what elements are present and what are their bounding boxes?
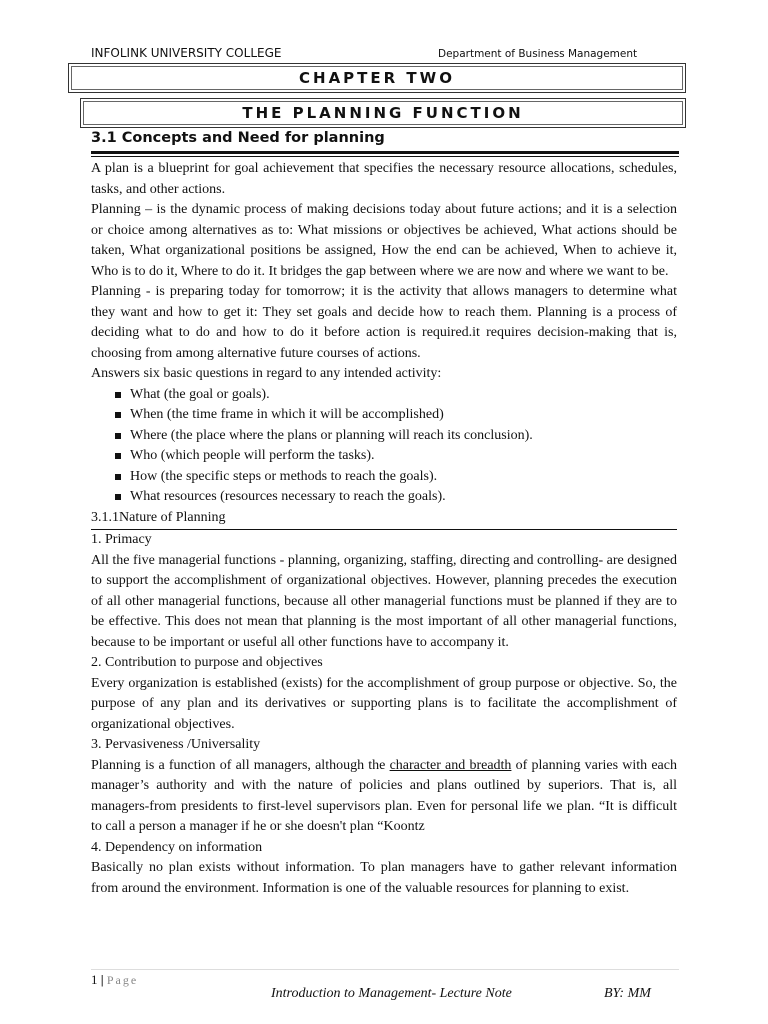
primacy-text: All the five managerial functions - planning, organizing, staffing, directing and controlling- are designed to support the accomplishment of organizational objectives. However, planning precedes the execution of all other managerial functions, because all other managerial functions must be planned if they are to be effective. This does not mean that planning is the most important of all other managerial functions, because to be important or useful all other functions have to accompany it. — [91, 552, 677, 650]
pervasiveness-text-end: of planning varies with each manager’s authority and with the nature of policies and plans outlined by superiors. That is, all managers-from presidents to first-level supervisors plan. Even for personal life we plan. “It is difficult to call a person a manager if he or she doesn't plan “Koontz — [91, 757, 677, 834]
chapter-title: THE PLANNING FUNCTION — [83, 101, 683, 125]
paragraph-plan-definition: A plan is a blueprint for goal achievement that specifies the necessary resource allocations, schedules, tasks, and other actions. — [91, 161, 677, 197]
contribution-text: Every organization is established (exists) for the accomplishment of group purpose or objective. So, the purpose of any plan and its derivatives or supporting plans is to facilitate the accomplishment of organizational objectives. — [91, 675, 677, 732]
footer-author: BY: MM — [604, 986, 651, 1001]
section-title: 3.1 Concepts and Need for planning — [91, 130, 385, 146]
page-label: Page — [106, 973, 139, 987]
list-item: What (the goal or goals). — [130, 385, 677, 406]
footer-rule — [91, 969, 679, 970]
header-institution: INFOLINK UNIVERSITY COLLEGE — [91, 46, 282, 60]
paragraph-planning-preparing: Planning - is preparing today for tomorrow; it is the activity that allows managers to determine what they want and how to get it: They set goals and decide how to reach them. Planning is a process of deciding what to do and how to do it before action is required.it requires decision-making that is, choosing from among alternative future courses of actions. — [91, 284, 677, 361]
header-department: Department of Business Management — [438, 48, 638, 60]
dependency-heading: 4. Dependency on information — [91, 839, 263, 855]
primacy-heading: 1. Primacy — [91, 532, 152, 547]
nature-heading: 3.1.1Nature of Planning — [91, 508, 677, 531]
paragraph-six-questions: Answers six basic questions in regard to any intended activity: — [91, 366, 442, 381]
underlined-phrase: character and breadth — [389, 757, 512, 773]
page-number — [91, 972, 138, 988]
list-item: When (the time frame in which it will be accomplished) — [130, 405, 677, 426]
contribution-heading: 2. Contribution to purpose and objectives — [91, 655, 323, 670]
page-separator: | — [100, 972, 104, 987]
chapter-title-box — [80, 98, 686, 128]
questions-list — [91, 385, 677, 508]
list-item: Who (which people will perform the tasks). — [130, 446, 677, 467]
paragraph-planning-dynamic: Planning – is the dynamic process of making decisions today about future actions; and it is a selection or choice among alternatives as to: What missions or objectives be achieved, What actions should be taken, What organizational positions be assigned, How the end can be achieved, When to achieve it, Who is to do it, Where to do it. It bridges the gap between where we are now and where we want to be. — [91, 202, 677, 279]
list-item: Where (the place where the plans or planning will reach its conclusion). — [130, 426, 677, 447]
pervasiveness-heading: 3. Pervasiveness /Universality — [91, 737, 261, 752]
section-rule-thick — [91, 151, 679, 154]
footer-note: Introduction to Management- Lecture Note — [271, 986, 512, 1001]
pervasiveness-text — [91, 756, 677, 838]
dependency-text: Basically no plan exists without information. To plan managers have to gather relevant information from around the environment. Information is one of the valuable resources for planning to exist. — [91, 860, 677, 896]
list-item: How (the specific steps or methods to reach the goals). — [130, 467, 677, 488]
pervasiveness-text-start: Planning is a function of all managers, although the — [91, 757, 390, 773]
page-number-value: 1 — [91, 972, 98, 987]
chapter-box — [68, 63, 686, 93]
document-body — [91, 159, 677, 899]
section-rule-thin — [91, 156, 679, 157]
list-item: What resources (resources necessary to reach the goals). — [130, 487, 677, 508]
chapter-label: CHAPTER TWO — [71, 66, 683, 90]
